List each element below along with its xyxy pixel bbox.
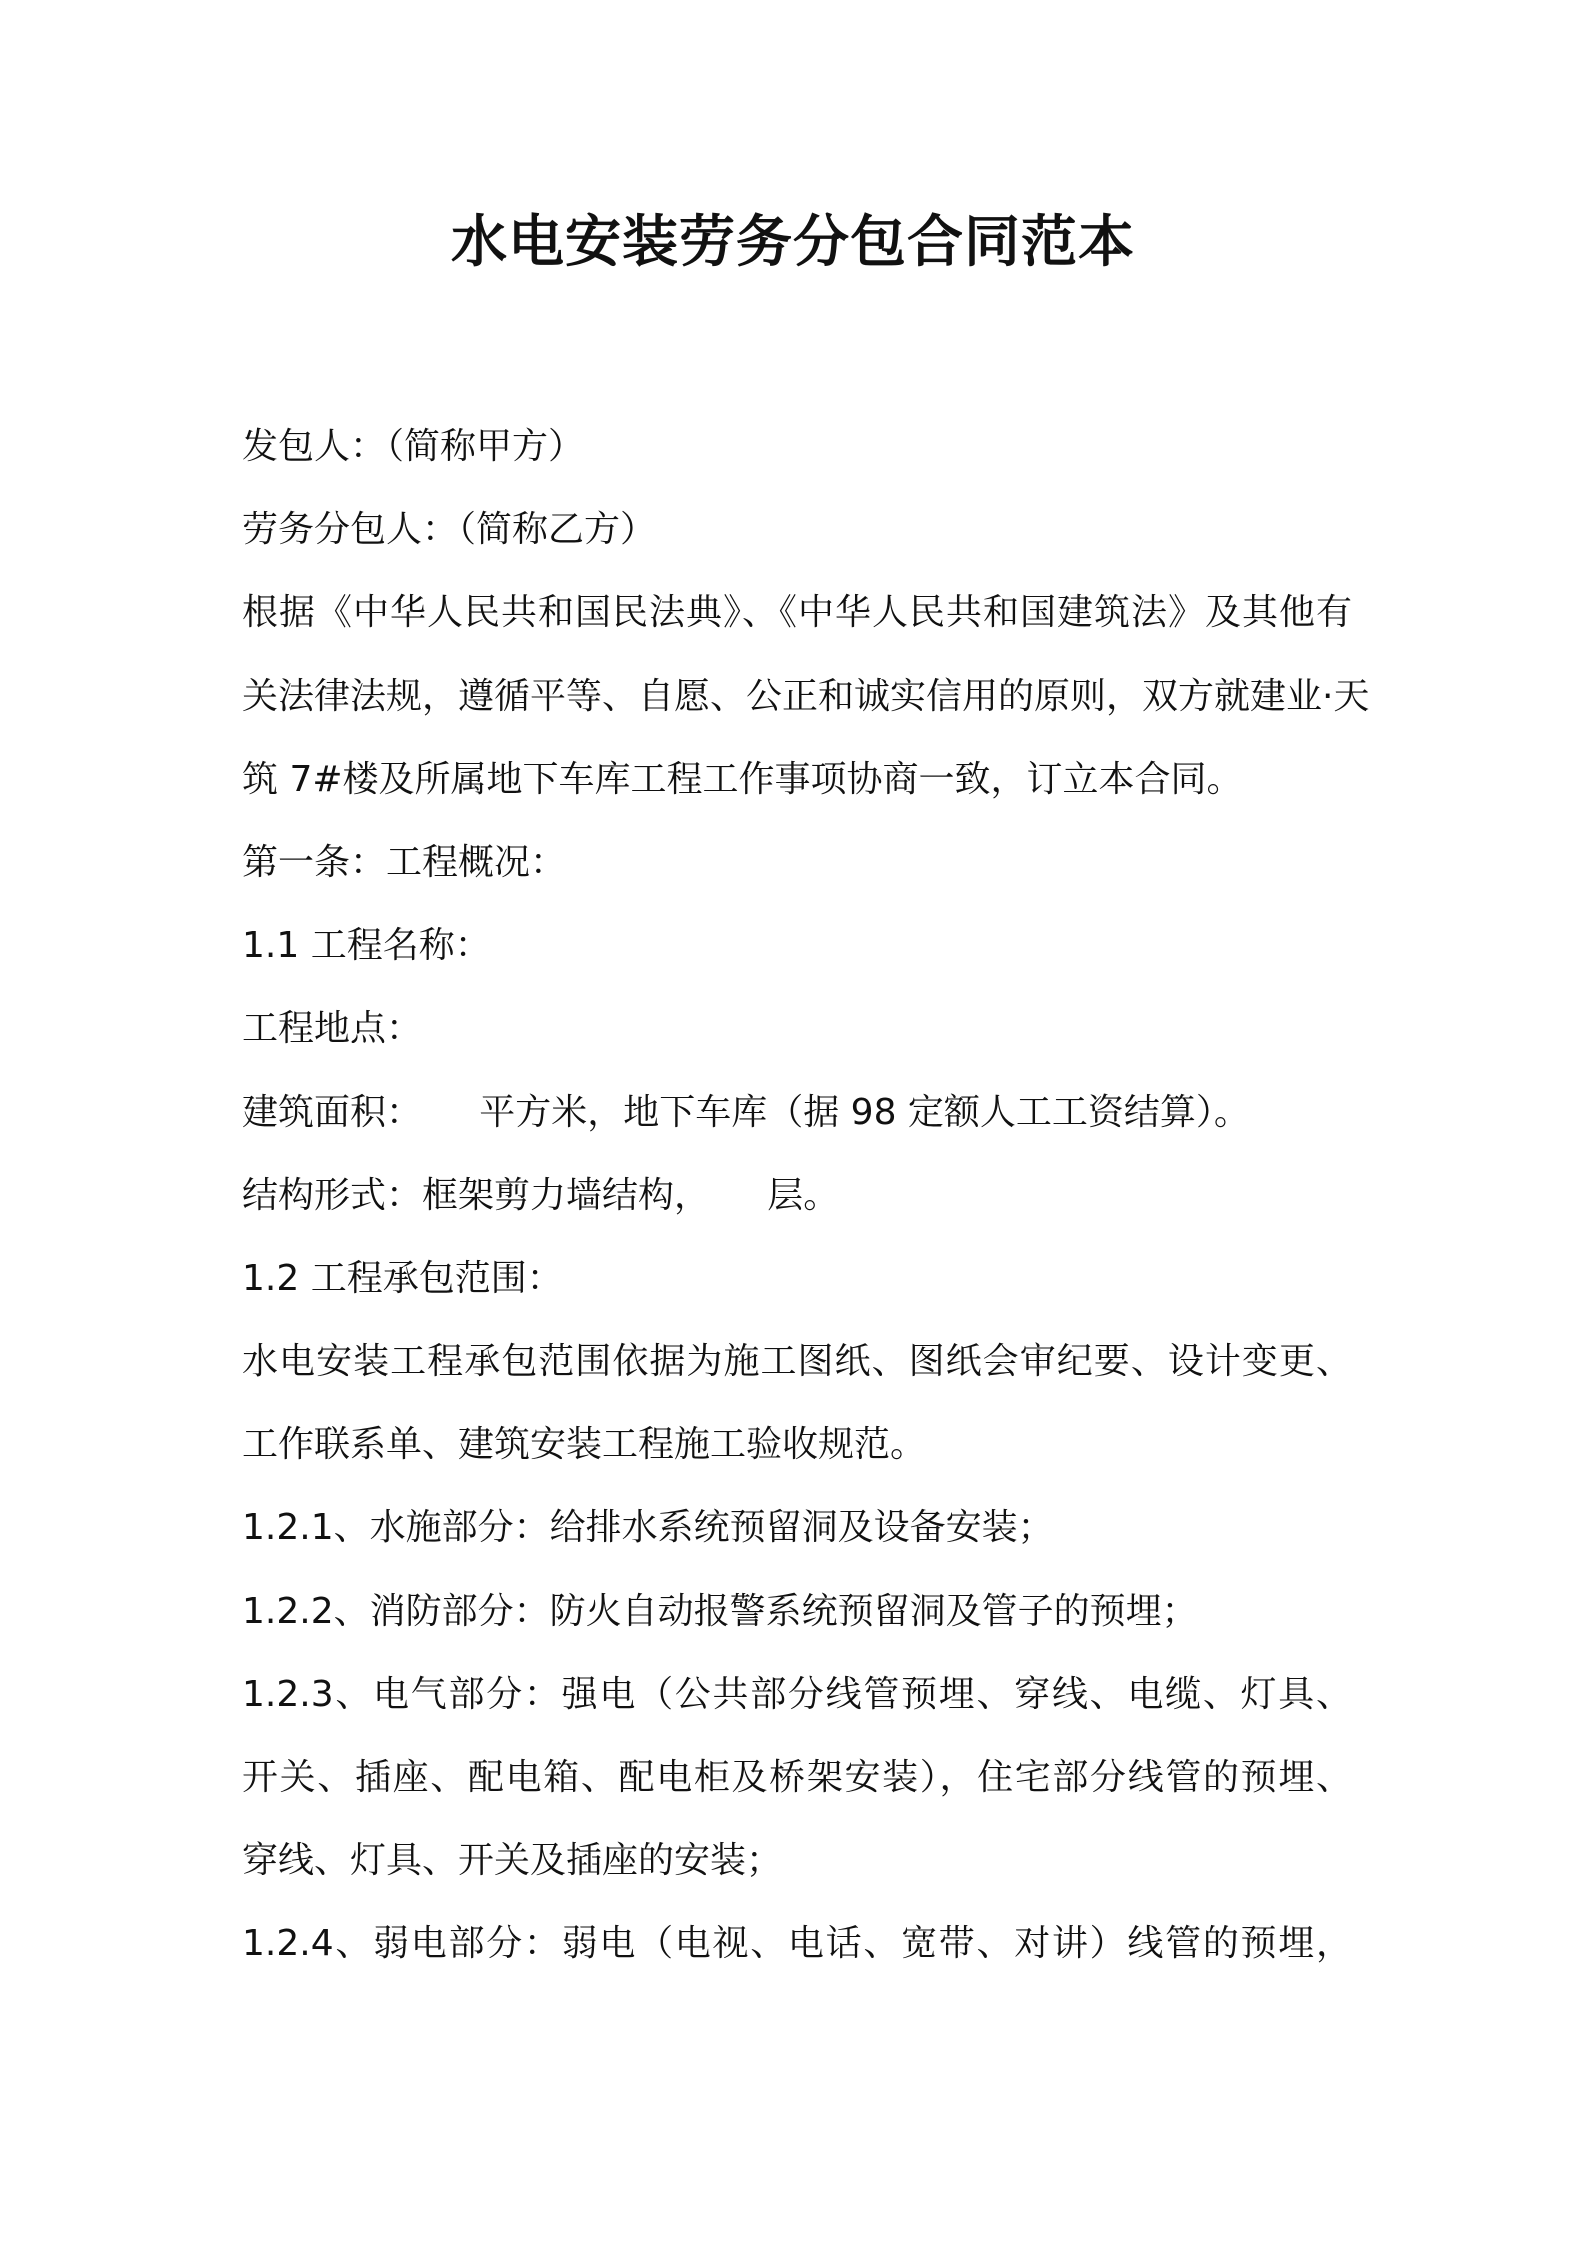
clause-line: 工程地点： <box>242 1008 423 1050</box>
contract-party-a: 发包人：（简称甲方） <box>242 426 585 467</box>
clause-line: 建筑面积： 平方米，地下车库（据 98 定额人工工资结算）。 <box>242 1091 1250 1133</box>
clause-line: 1.2.1、水施部分：给排水系统预留洞及设备安装； <box>242 1507 1054 1549</box>
clause-line: 开关、插座、配电箱、配电柜及桥架安装），住宅部分线管的预埋、 <box>242 1757 1352 1798</box>
section-heading: 第一条：工程概况： <box>242 841 567 883</box>
clause-line: 穿线、灯具、开关及插座的安装； <box>242 1840 783 1882</box>
clause-line: 1.2.3、电气部分：强电（公共部分线管预埋、穿线、电缆、灯具、 <box>242 1673 1352 1715</box>
clause-line: 1.1 工程名称： <box>242 925 491 967</box>
paragraph-line: 根据《中华人民共和国民法典》、《中华人民共和国建筑法》及其他有 <box>242 592 1352 634</box>
clause-line: 1.2 工程承包范围： <box>242 1257 563 1299</box>
clause-line: 1.2.4、弱电部分：弱电（电视、电话、宽带、对讲）线管的预埋， <box>242 1923 1352 1965</box>
contract-party-b: 劳务分包人：（简称乙方） <box>242 509 657 551</box>
paragraph-line: 工作联系单、建筑安装工程施工验收规范。 <box>242 1424 927 1466</box>
paragraph-line: 水电安装工程承包范围依据为施工图纸、图纸会审纪要、设计变更、 <box>242 1341 1352 1383</box>
paragraph-line: 筑 7#楼及所属地下车库工程工作事项协商一致，订立本合同。 <box>242 758 1243 800</box>
clause-line: 结构形式：框架剪力墙结构， 层。 <box>242 1174 840 1216</box>
paragraph-line: 关法律法规，遵循平等、自愿、公正和诚实信用的原则，双方就建业·天 <box>242 675 1370 717</box>
document-body <box>242 405 1370 1986</box>
clause-line: 1.2.2、消防部分：防火自动报警系统预留洞及管子的预埋； <box>242 1590 1198 1632</box>
document-title: 水电安装劳务分包合同范本 <box>451 210 1135 275</box>
